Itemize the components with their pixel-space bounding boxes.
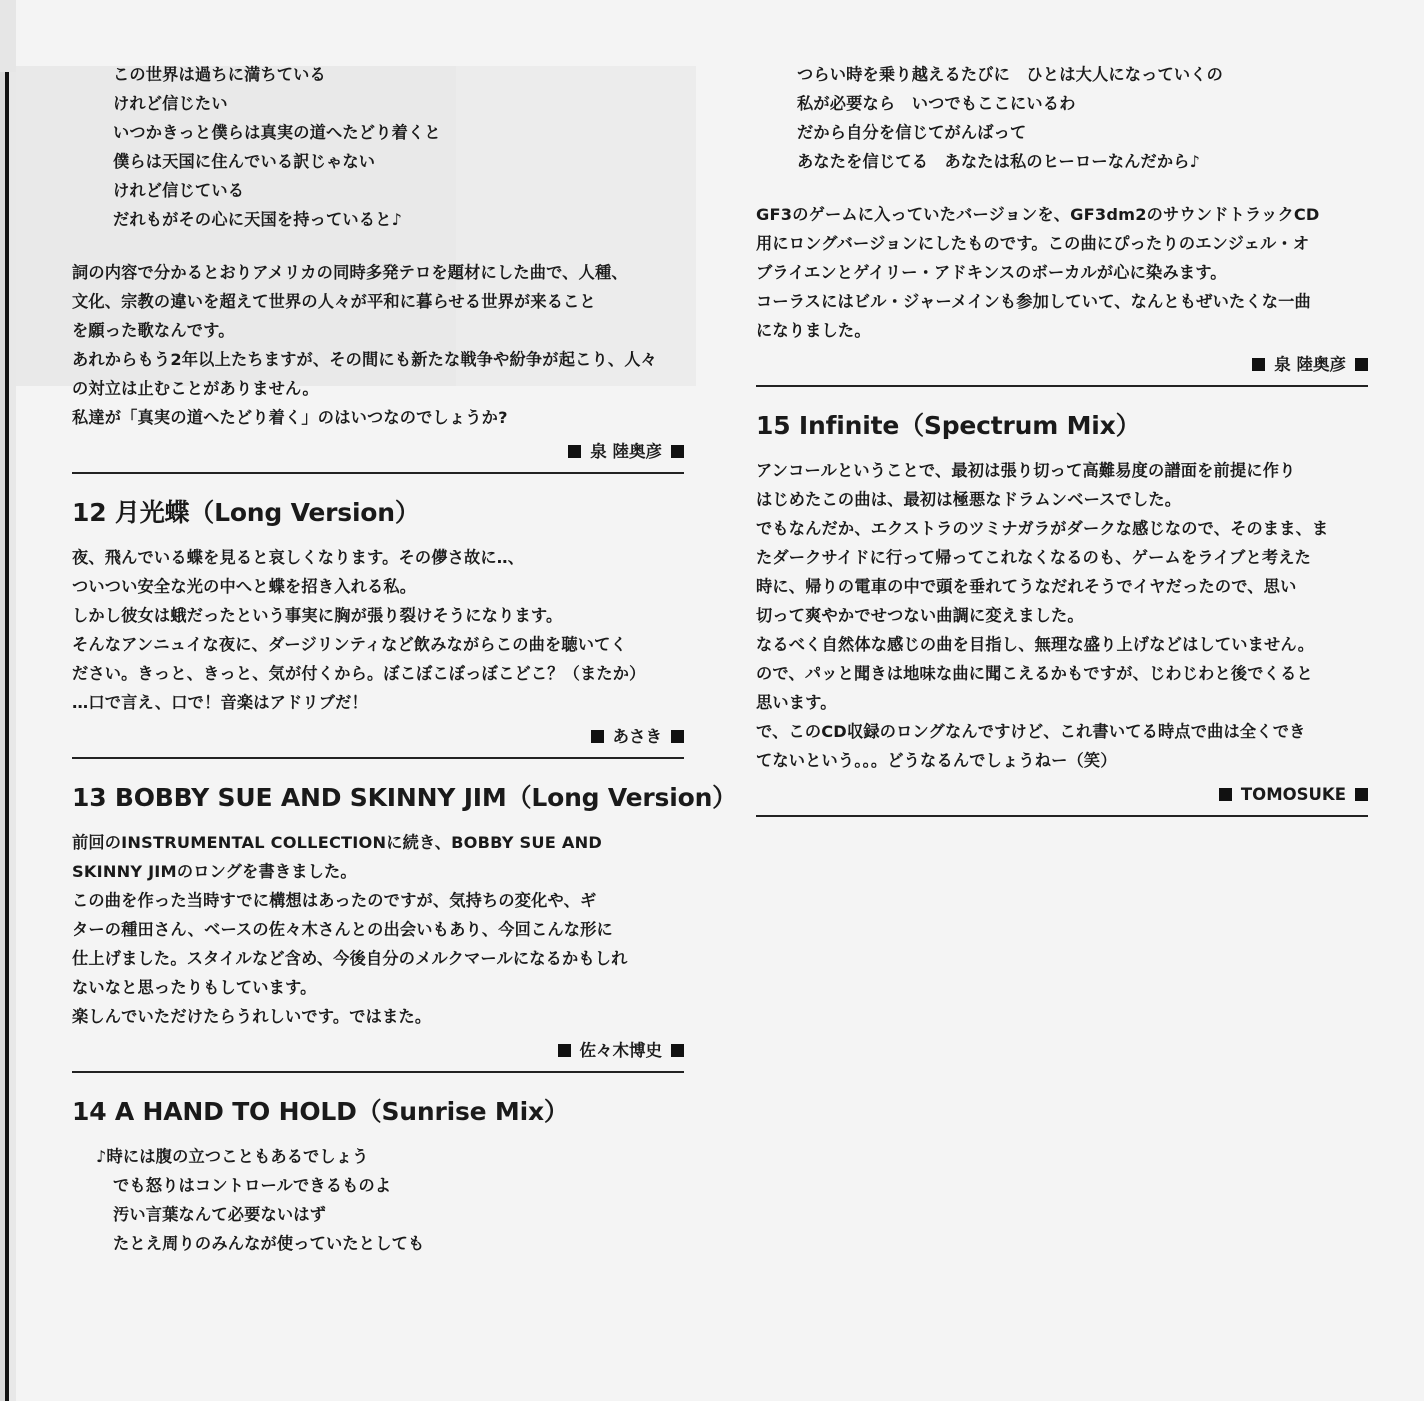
author-signature (72, 722, 684, 752)
comment-line: になりました。 (756, 321, 871, 340)
comment-line: はじめたこの曲は、最初は極悪なドラムンベースでした。 (756, 490, 1182, 509)
left-column (72, 60, 737, 1258)
comment-line: ないなと思ったりもしています。 (72, 978, 317, 997)
spacer (756, 176, 1368, 200)
lyric-line: だから自分を信じてがんばって (797, 123, 1027, 142)
lyric-line: 僕らは天国に住んでいる訳じゃない (113, 152, 376, 171)
square-mark-icon (591, 730, 604, 743)
track-comment (756, 200, 1368, 345)
author-signature (72, 437, 684, 467)
track-title: 13 BOBBY SUE AND SKINNY JIM（Long Version） (72, 783, 737, 812)
square-mark-icon (671, 1044, 684, 1057)
track-lyrics (72, 1142, 684, 1258)
author-name: あさき (612, 727, 662, 746)
lyric-line: この世界は過ちに満ちている (113, 65, 326, 84)
comment-line: SKINNY JIMのロングを書きました。 (72, 862, 357, 881)
section-divider (72, 757, 684, 759)
comment-line: しかし彼女は蛾だったという事実に胸が張り裂けそうになります。 (72, 606, 563, 625)
section-divider (756, 385, 1368, 387)
square-mark-icon (1252, 358, 1265, 371)
intro-lyrics (72, 60, 684, 234)
lyric-line: 汚い言葉なんて必要ないはず (113, 1205, 327, 1224)
square-mark-icon (1219, 788, 1232, 801)
comment-line: 用にロングバージョンにしたものです。この曲にぴったりのエンジェル・オ (756, 234, 1310, 253)
comment-line: あれからもう2年以上たちますが、その間にも新たな戦争や紛争が起こり、人々 (72, 350, 658, 369)
lyric-line: だれもがその心に天国を持っていると♪ (113, 210, 403, 229)
section-divider (756, 815, 1368, 817)
comment-line: GF3のゲームに入っていたバージョンを、GF3dm2のサウンドトラックCD (756, 205, 1320, 224)
lyric-line: あなたを信じてる あなたは私のヒーローなんだから♪ (797, 152, 1201, 171)
lyric-line: ♪時には腹の立つこともあるでしょう (96, 1147, 369, 1166)
comment-line: 仕上げました。スタイルなど含め、今後自分のメルクマールになるかもしれ (72, 949, 628, 968)
comment-line: 楽しんでいただけたらうれしいです。ではまた。 (72, 1007, 432, 1026)
square-mark-icon (671, 445, 684, 458)
comment-line: 切って爽やかでせつない曲調に変えました。 (756, 606, 1084, 625)
comment-line: ので、パッと聞きは地味な曲に聞こえるかもですが、じわじわと後でくると (756, 664, 1313, 683)
track-comment (72, 828, 684, 1031)
lyric-line: 私が必要なら いつでもここにいるわ (797, 94, 1076, 113)
comment-line: てないという。。。どうなるんでしょうねー（笑） (756, 751, 1117, 770)
author-name: 泉 陸奥彦 (1274, 355, 1346, 374)
comment-line: を願った歌なんです。 (72, 321, 235, 340)
comment-line: コーラスにはビル・ジャーメインも参加していて、なんともぜいたくな一曲 (756, 292, 1311, 311)
author-signature (72, 1036, 684, 1066)
comment-line: アンコールということで、最初は張り切って高難易度の譜面を前提に作り (756, 461, 1296, 480)
intro-comment (72, 258, 684, 432)
lyric-line: いつかきっと僕らは真実の道へたどり着くと (113, 123, 441, 142)
binding-edge (0, 0, 16, 1401)
comment-line: そんなアンニュイな夜に、ダージリンティなど飲みながらこの曲を聴いてく (72, 635, 627, 654)
comment-line: 文化、宗教の違いを超えて世界の人々が平和に暮らせる世界が来ること (72, 292, 596, 311)
track-comment (756, 456, 1368, 775)
comment-line: 時に、帰りの電車の中で頭を垂れてうなだれそうでイヤだったので、思い (756, 577, 1297, 596)
author-name: 泉 陸奥彦 (590, 442, 662, 461)
comment-line: …口で言え、口で！音楽はアドリブだ！ (72, 693, 368, 712)
comment-line: 思います。 (756, 693, 837, 712)
square-mark-icon (1355, 358, 1368, 371)
comment-line: 前回のINSTRUMENTAL COLLECTIONに続き、BOBBY SUE AND (72, 833, 602, 852)
track-comment (72, 543, 684, 717)
comment-line: ついつい安全な光の中へと蝶を招き入れる私。 (72, 577, 417, 596)
comment-line: でもなんだか、エクストラのツミナガラがダークな感じなので、そのまま、ま (756, 519, 1329, 538)
comment-line: 私達が「真実の道へたどり着く」のはいつなのでしょうか? (72, 408, 508, 427)
comment-line: 詞の内容で分かるとおりアメリカの同時多発テロを題材にした曲で、人種、 (72, 263, 628, 282)
lyric-line: たとえ周りのみんなが使っていたとしても (113, 1234, 425, 1253)
author-signature (756, 780, 1368, 810)
spacer (72, 234, 684, 258)
comment-line: この曲を作った当時すでに構想はあったのですが、気持ちの変化や、ギ (72, 891, 597, 910)
square-mark-icon (558, 1044, 571, 1057)
author-name: 佐々木博史 (579, 1041, 662, 1060)
author-signature (756, 350, 1368, 380)
comment-line: 夜、飛んでいる蝶を見ると哀しくなります。その儚さ故に‥、 (72, 548, 525, 567)
comment-line: ターの種田さん、ベースの佐々木さんとの出会いもあり、今回こんな形に (72, 920, 613, 939)
square-mark-icon (568, 445, 581, 458)
comment-line: ださい。きっと、きっと、気が付くから。ぼこぼこぼっぼこどこ？（またか） (72, 664, 646, 683)
binding-edge-top (0, 0, 16, 72)
section-divider (72, 1071, 684, 1073)
track-title: 12 月光蝶（Long Version） (72, 498, 420, 527)
lyric-line: でも怒りはコントロールできるものよ (113, 1176, 392, 1195)
author-name: TOMOSUKE (1240, 785, 1346, 804)
square-mark-icon (671, 730, 684, 743)
comment-line: たダークサイドに行って帰ってこれなくなるのも、ゲームをライブと考えた (756, 548, 1312, 567)
track-title: 14 A HAND TO HOLD（Sunrise Mix） (72, 1097, 569, 1126)
comment-line: の対立は止むことがありません。 (72, 379, 319, 398)
comment-line: なるべく自然体な感じの曲を目指し、無理な盛り上げなどはしていません。 (756, 635, 1315, 654)
track-title: 15 Infinite（Spectrum Mix） (756, 411, 1141, 440)
lyric-line: けれど信じたい (113, 94, 228, 113)
comment-line: ブライエンとゲイリー・アドキンスのボーカルが心に染みます。 (756, 263, 1227, 282)
right-column (756, 60, 1368, 817)
square-mark-icon (1355, 788, 1368, 801)
comment-line: で、このCD収録のロングなんですけど、これ書いてる時点で曲は全くでき (756, 722, 1306, 741)
lyric-line: つらい時を乗り越えるたびに ひとは大人になっていくの (797, 65, 1224, 84)
lyric-line: けれど信じている (113, 181, 245, 200)
section-divider (72, 472, 684, 474)
track-lyrics (756, 60, 1368, 176)
